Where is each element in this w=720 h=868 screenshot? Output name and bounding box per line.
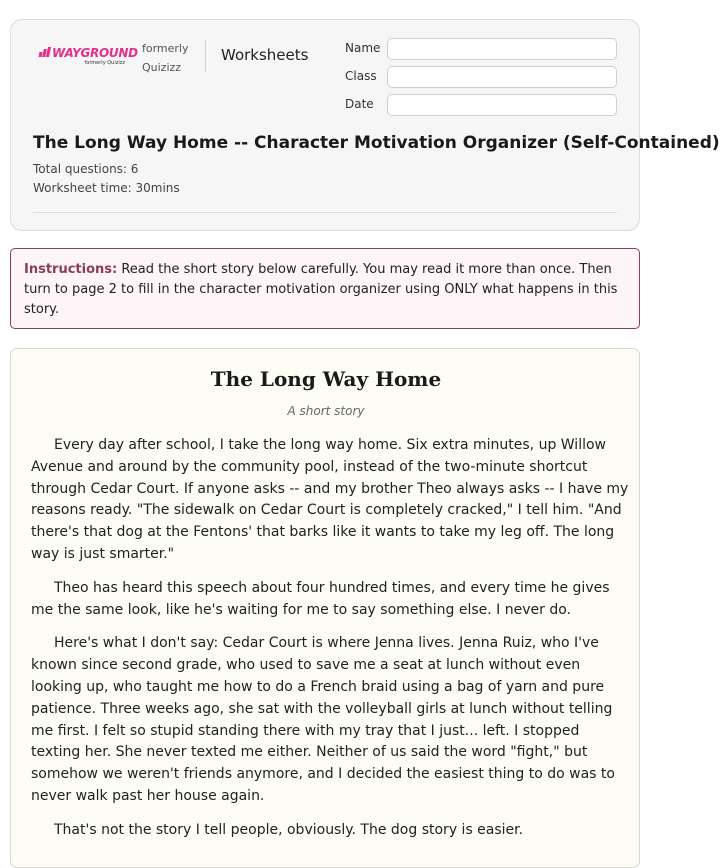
date-label: Date [345, 97, 374, 111]
worksheet-header [10, 19, 720, 231]
header-divider [205, 40, 206, 72]
story-paragraph: Theo has heard this speech about four hundred times, and every time he gives me the same look, like he's waiting for me to say something else. I never do. [31, 579, 610, 618]
class-label: Class [345, 69, 377, 83]
formerly-note: formerly Quizizz [142, 42, 189, 74]
story-body [31, 435, 629, 854]
story-paragraph: That's not the story I tell people, obviously. The dog story is easier. [54, 821, 524, 838]
section-title: Worksheets [221, 46, 309, 64]
worksheet-time: Worksheet time: 30mins [33, 181, 180, 195]
story-title: The Long Way Home [210, 367, 442, 391]
story-subtitle: A short story [287, 404, 365, 418]
total-questions: Total questions: 6 [33, 162, 139, 176]
logo-subtext: formerly Quizizz [84, 60, 125, 66]
date-field[interactable] [387, 94, 617, 116]
story-paragraph: Here's what I don't say: Cedar Court is where Jenna lives. Jenna Ruiz, who I've known since second grade, who used to save me a seat at lunch without even looking up, who taught me how to do a French braid using a bag of yarn and pure patience. Three weeks ago, she sat with the volleyball girls at lunch without telling me first. I felt so stupid standing there with my tray that I just... left. I stopped texting her. She never texted me either. Neither of us said the word "fight," but somehow we weren't friends anymore, and I decided the easiest thing to do was to never walk past her house again. [31, 635, 615, 804]
name-field[interactable] [387, 38, 617, 60]
worksheet-title: The Long Way Home -- Character Motivation Organizer (Self-Contained) [33, 133, 720, 153]
class-field[interactable] [387, 66, 617, 88]
instructions-text: Read the short story below carefully. You may read it more than once. Then turn to page 2 to fill in the character motivation organizer using ONLY what happens in this story. [24, 262, 618, 317]
story-paragraph: Every day after school, I take the long way home. Six extra minutes, up Willow Avenue and around by the community pool, instead of the two-minute shortcut through Cedar Court. If anyone asks -- and my brother Theo always asks -- I have my reasons ready. "The sidewalk on Cedar Court is completely cracked," I tell him. "And there's that dog at the Fentons' that barks like it wants to take my leg off. The long way is just smarter." [31, 437, 629, 562]
story-card [10, 348, 640, 868]
instructions-label: Instructions: [24, 262, 118, 277]
instructions-box [10, 248, 640, 329]
wayground-logo: WAYGROUND formerly Quizizz [39, 46, 127, 66]
name-label: Name [345, 41, 381, 55]
header-bottom-divider [33, 212, 617, 213]
logo-bars-icon [39, 47, 51, 57]
